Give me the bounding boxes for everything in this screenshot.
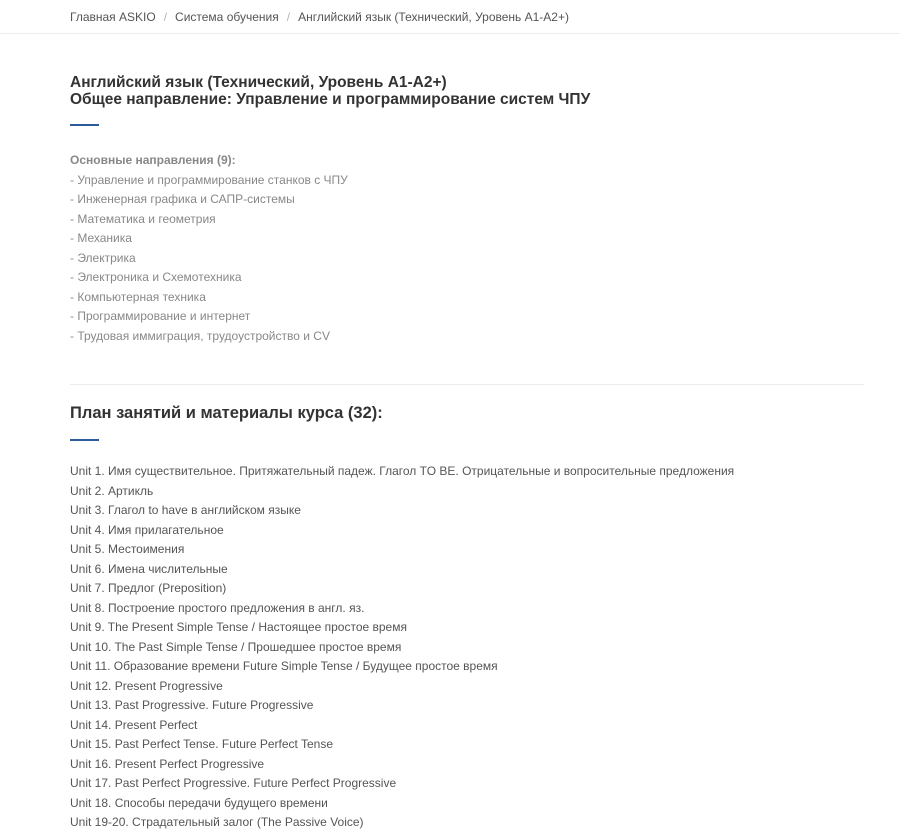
- direction-item: - Программирование и интернет: [70, 309, 251, 323]
- breadcrumb-separator: /: [286, 9, 291, 24]
- plan-unit-item[interactable]: Unit 13. Past Progressive. Future Progressive: [70, 698, 314, 712]
- directions-section: [70, 151, 864, 346]
- direction-item: - Механика: [70, 231, 132, 245]
- plan-unit-item[interactable]: Unit 9. The Present Simple Tense / Настоящее простое время: [70, 620, 407, 634]
- plan-unit-item[interactable]: Unit 3. Глагол to have в английском языке: [70, 503, 301, 517]
- plan-title: План занятий и материалы курса (32):: [70, 404, 383, 422]
- direction-item: - Управление и программирование станков с ЧПУ: [70, 172, 348, 187]
- direction-item: - Электроника и Схемотехника: [70, 270, 242, 284]
- plan-unit-item[interactable]: Unit 18. Способы передачи будущего времени: [70, 795, 328, 810]
- breadcrumb: [0, 0, 900, 34]
- plan-accent-divider: [70, 439, 99, 441]
- plan-unit-item[interactable]: Unit 17. Past Perfect Progressive. Future Perfect Progressive: [70, 776, 397, 790]
- plan-unit-item[interactable]: Unit 15. Past Perfect Tense. Future Perfect Tense: [70, 737, 334, 751]
- plan-unit-item[interactable]: Unit 19-20. Страдательный залог (The Passive Voice): [70, 815, 364, 829]
- main-content: [0, 74, 900, 833]
- course-title-line1: Английский язык (Технический, Уровень A1-A2+): [70, 74, 447, 91]
- plan-unit-item[interactable]: Unit 14. Present Perfect: [70, 717, 198, 732]
- section-divider: [70, 384, 864, 385]
- plan-unit-item[interactable]: Unit 6. Имена числительные: [70, 561, 228, 576]
- plan-unit-item[interactable]: Unit 8. Построение простого предложения в англ. яз.: [70, 600, 365, 615]
- plan-unit-item[interactable]: Unit 7. Предлог (Preposition): [70, 581, 227, 595]
- plan-list: [70, 462, 864, 833]
- plan-unit-item[interactable]: Unit 11. Образование времени Future Simple Tense / Будущее простое время: [70, 659, 498, 673]
- plan-unit-item[interactable]: Unit 5. Местоимения: [70, 542, 185, 556]
- directions-list: [70, 171, 864, 347]
- course-title-line2: Общее направление: Управление и программирование систем ЧПУ: [70, 91, 591, 108]
- title-accent-divider: [70, 124, 99, 126]
- breadcrumb-current: Английский язык (Технический, Уровень A1-A2+): [298, 9, 569, 24]
- plan-unit-item[interactable]: Unit 16. Present Perfect Progressive: [70, 756, 265, 771]
- plan-unit-item[interactable]: Unit 1. Имя существительное. Притяжательный падеж. Глагол TO BE. Отрицательные и вопросительные предложения: [70, 464, 735, 478]
- breadcrumb-separator: /: [163, 9, 168, 24]
- direction-item: - Трудовая иммиграция, трудоустройство и CV: [70, 328, 330, 343]
- page-title: [70, 74, 864, 108]
- breadcrumb-link-learning-system[interactable]: Система обучения: [175, 9, 279, 24]
- breadcrumb-link-home[interactable]: Главная ASKIO: [70, 9, 156, 24]
- plan-unit-item[interactable]: Unit 4. Имя прилагательное: [70, 522, 224, 537]
- direction-item: - Компьютерная техника: [70, 289, 206, 304]
- directions-heading: Основные направления (9):: [70, 153, 236, 167]
- plan-unit-item[interactable]: Unit 12. Present Progressive: [70, 678, 223, 693]
- direction-item: - Математика и геометрия: [70, 211, 216, 226]
- plan-unit-item[interactable]: Unit 2. Артикль: [70, 483, 154, 498]
- direction-item: - Инженерная графика и САПР-системы: [70, 192, 295, 206]
- direction-item: - Электрика: [70, 250, 136, 265]
- plan-unit-item[interactable]: Unit 10. The Past Simple Tense / Прошедшее простое время: [70, 639, 402, 654]
